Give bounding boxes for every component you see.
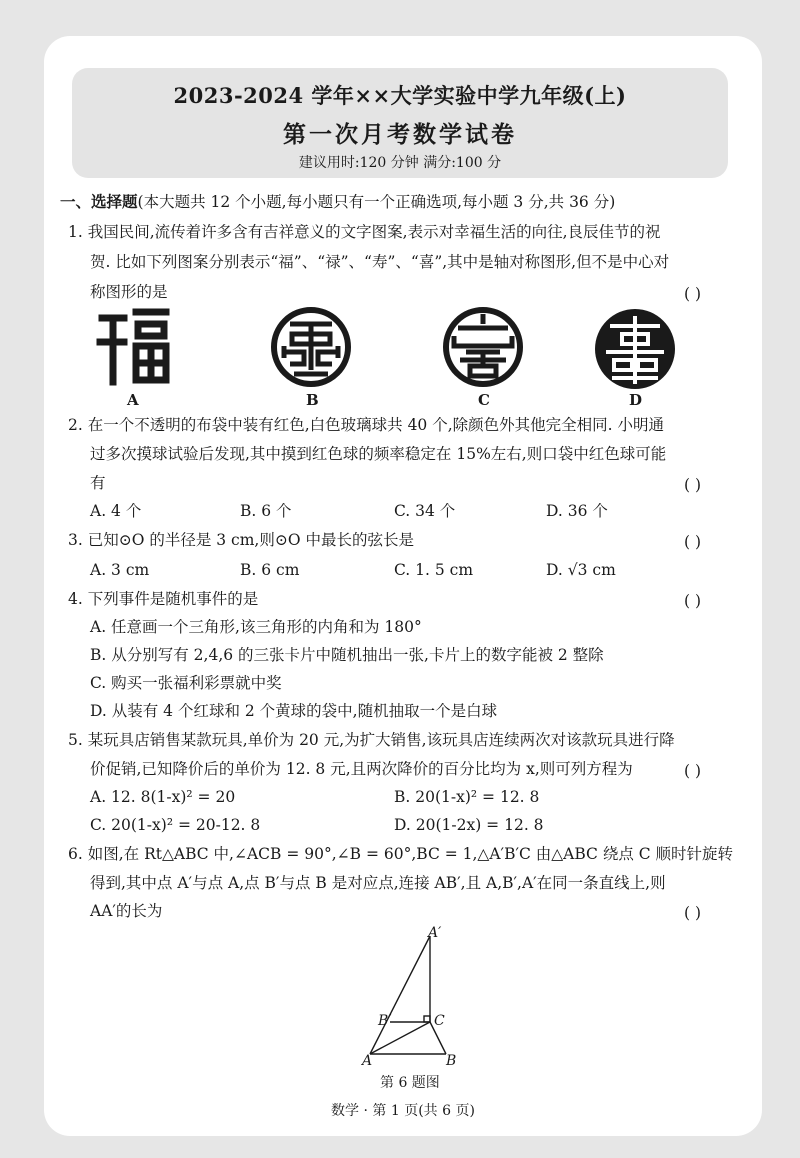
section1-title [60,194,615,211]
q4-option-C: C. 购买一张福利彩票就中奖 [90,674,282,692]
exam-subtitle: 建议用时:120 分钟 满分:100 分 [298,155,502,171]
q2-line3: 有 [90,474,106,492]
q6-line1: 6. 如图,在 Rt△ABC 中,∠ACB = 90°,∠B = 60°,BC = 1,△A′B′C 由△ABC 绕点 C 顺时针旋转 [68,845,734,863]
point-label-b-prime: B′ [378,1013,392,1029]
q4-option-B: B. 从分别写有 2,4,6 的三张卡片中随机抽出一张,卡片上的数字能被 2 整除 [90,646,604,664]
q2-option-A: A. 4 个 [90,502,142,520]
q1-line3: 称图形的是 [90,283,168,301]
point-label-a-prime: A′ [428,925,442,941]
section1-note: (本大题共 12 个小题,每小题只有一个正确选项,每小题 3 分,共 36 分) [137,193,616,211]
q6-line3: AA′的长为 [90,902,163,920]
q1-line2: 贺. 比如下列图案分别表示“福”、“禄”、“寿”、“喜”,其中是轴对称图形,但不是中心对 [90,253,670,271]
segment-a-a-prime [370,936,430,1054]
xi-emblem-D [592,306,678,392]
q3-option-B: B. 6 cm [240,561,300,579]
q5-option-B: B. 20(1-x)² = 12. 8 [394,788,540,806]
right-angle-mark [424,1016,430,1022]
q3-option-C: C. 1. 5 cm [394,561,474,579]
exam-title-line1: 2023-2024 学年××大学实验中学九年级(上) [173,83,627,108]
q3-option-D: D. √3 cm [546,561,616,579]
q2-option-B: B. 6 个 [240,502,292,520]
q4-line1: 4. 下列事件是随机事件的是 [68,590,259,608]
q5-line1: 5. 某玩具店销售某款玩具,单价为 20 元,为扩大销售,该玩具店连续两次对该款玩具进行降 [68,731,675,749]
exam-page [44,36,762,1136]
q6-answer-paren: ( ) [684,904,702,922]
q1-line1: 1. 我国民间,流传着许多含有吉祥意义的文字图案,表示对幸福生活的向往,良辰佳节的祝 [68,223,661,241]
exam-title-line2: 第一次月考数学试卷 [283,121,517,148]
q5-option-A: A. 12. 8(1-x)² = 20 [90,788,236,806]
q3-line1: 3. 已知⊙O 的半径是 3 cm,则⊙O 中最长的弦长是 [68,531,414,549]
q4-option-D: D. 从装有 4 个红球和 2 个黄球的袋中,随机抽取一个是白球 [90,702,498,720]
q1-label-C: C [478,391,490,409]
q4-answer-paren: ( ) [684,592,702,610]
point-label-a: A [362,1053,373,1069]
q3-option-A: A. 3 cm [90,561,150,579]
section1-heading: 一、选择题 [60,192,138,211]
q2-option-C: C. 34 个 [394,502,456,520]
q2-line2: 过多次摸球试验后发现,其中摸到红色球的频率稳定在 15%左右,则口袋中红色球可能 [90,445,667,463]
q1-label-B: B [306,391,319,409]
point-label-b: B [446,1053,457,1069]
lu-emblem-B [270,306,352,388]
q2-option-D: D. 36 个 [546,502,608,520]
q6-figure [354,924,484,1070]
q5-line2: 价促销,已知降价后的单价为 12. 8 元,且两次降价的百分比均为 x,则可列方程为 [90,760,633,778]
point-label-c: C [434,1013,445,1029]
q4-option-A: A. 任意画一个三角形,该三角形的内角和为 180° [90,618,422,636]
q1-answer-paren: ( ) [684,285,702,303]
q6-line2: 得到,其中点 A′与点 A,点 B′与点 B 是对应点,连接 AB′,且 A,B′,A′在同一条直线上,则 [90,874,666,892]
q5-option-D: D. 20(1-2x) = 12. 8 [394,816,544,834]
q2-line1: 2. 在一个不透明的布袋中装有红色,白色玻璃球共 40 个,除颜色外其他完全相同. 小明通 [68,416,665,434]
page-footer: 数学 · 第 1 页(共 6 页) [331,1103,475,1119]
q2-answer-paren: ( ) [684,476,702,494]
q3-answer-paren: ( ) [684,533,702,551]
q6-figure-caption: 第 6 题图 [380,1075,440,1091]
exam-header [72,68,728,178]
q1-label-D: D [629,391,643,409]
q1-label-A: A [127,391,139,409]
q5-option-C: C. 20(1-x)² = 20-12. 8 [90,816,261,834]
q5-answer-paren: ( ) [684,762,702,780]
shou-emblem-C [440,306,526,388]
fu-emblem-A [96,306,170,386]
